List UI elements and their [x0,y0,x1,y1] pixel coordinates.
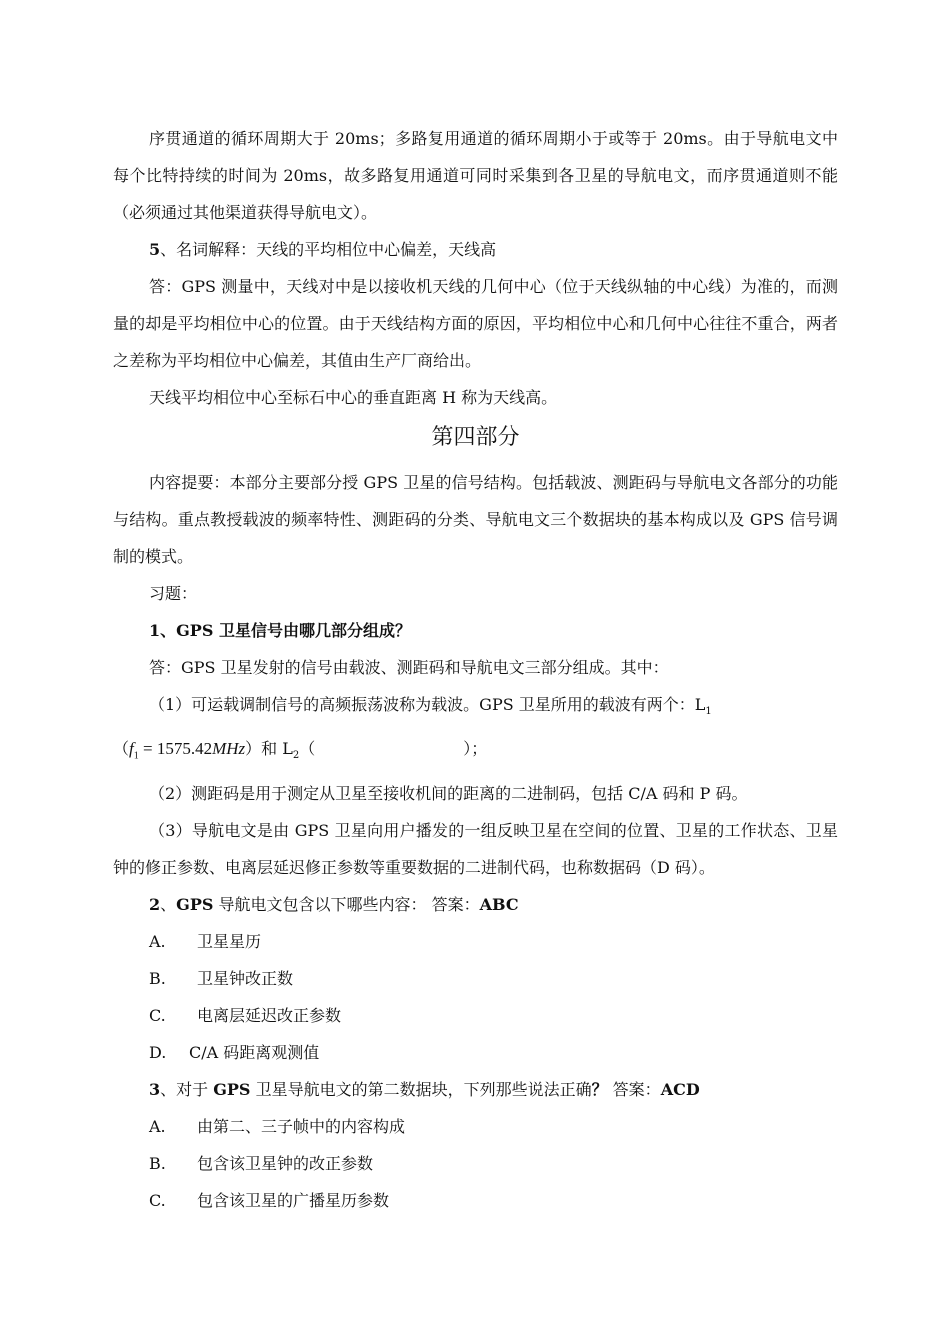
question-2-number: 2 [149,894,161,914]
option-text: 由第二、三子帧中的内容构成 [197,1116,406,1136]
l1-subscript: 1 [705,706,712,718]
question-1-text: 、GPS 卫星信号由哪几部分组成？ [160,621,411,640]
question-2-text-b: GPS [176,894,214,914]
question-5-text: 、名词解释：天线的平均相位中心偏差，天线高 [160,240,497,259]
option-letter: A. [149,1116,166,1136]
section-title: 第四部分 [431,425,520,450]
paragraph-channels: 序贯通道的循环周期大于 20ms；多路复用通道的循环周期小于或等于 20ms。由于导航电文中每个比特持续的时间为 20ms，故多路复用通道可同时采集到各卫星的导航电文，而序贯通道则不能（必须通过其他渠道获得导航电文）。 [113,129,838,222]
option-text: 包含该卫星的广播星历参数 [197,1190,390,1210]
question-3-options [113,1108,838,1219]
question-1-number: 1 [149,621,161,640]
option-item [113,923,838,960]
option-item [113,960,838,997]
question-1 [113,612,838,649]
answer-1-item-1-text: （1）可运载调制信号的高频振荡波称为载波。GPS 卫星所用的载波有两个：L [149,695,706,714]
option-item [113,997,838,1034]
question-2-text-a: 、 [160,894,177,914]
question-3-text-b: GPS [213,1079,251,1099]
question-5-number: 5 [149,240,161,259]
question-3-text-a: 、对于 [160,1079,214,1099]
option-letter: B. [149,1153,166,1173]
option-text: 卫星星历 [197,931,262,951]
l2-open-paren: （ [299,739,316,759]
exercises-label: 习题： [149,584,198,603]
question-3-qmark: ？ [591,1079,608,1099]
answer-5-paragraph-1: 答：GPS 测量中，天线对中是以接收机天线的几何中心（位于天线纵轴的中心线）为准的，而测量的却是平均相位中心的位置。由于天线结构方面的原因，平均相位中心和几何中心往往不重合，两者之差称为平均相位中心偏差，其值由生产厂商给出。 [113,277,838,370]
option-letter: B. [149,968,166,988]
formula-f: f [129,739,134,759]
frequency-formula-image [129,739,246,762]
question-2-answer: ABC [479,894,519,914]
question-3-number: 3 [149,1079,161,1099]
and-l2-text: ）和 L [245,739,293,759]
l2-subscript: 2 [292,750,300,762]
answer-1-intro: 答：GPS 卫星发射的信号由载波、测距码和导航电文三部分组成。其中： [149,658,669,677]
option-text: C/A 码距离观测值 [189,1042,320,1062]
close-paren: ）； [463,739,488,759]
answer-1-item-1-cont [113,730,838,774]
formula-value: = 1575.42 [138,739,213,759]
option-item [113,1108,838,1145]
option-item [113,1182,838,1219]
question-3-text-c: 卫星导航电文的第二数据块，下列那些说法正确 [250,1079,592,1099]
question-5 [113,231,838,268]
question-2-options [113,923,838,1071]
option-item [113,1145,838,1182]
answer-1-item-1 [113,686,838,730]
option-item [113,1034,838,1071]
question-3-answer: ACD [660,1079,700,1099]
option-letter: A. [149,931,166,951]
question-3-text-d: 答案： [607,1079,661,1099]
answer-5-paragraph-2: 天线平均相位中心至标石中心的垂直距离 H 称为天线高。 [149,388,558,407]
option-text: 电离层延迟改正参数 [197,1005,342,1025]
option-letter: C. [149,1190,166,1210]
option-text: 卫星钟改正数 [197,968,294,988]
option-text: 包含该卫星钟的改正参数 [197,1153,374,1173]
question-2 [113,886,838,923]
formula-subscript: 1 [133,750,139,762]
question-3 [113,1071,838,1108]
option-letter: C. [149,1005,166,1025]
open-paren: （ [113,739,130,759]
answer-1-item-2: （2）测距码是用于测定从卫星至接收机间的距离的二进制码，包括 C/A 码和 P 码。 [149,783,748,803]
question-2-text-c: 导航电文包含以下哪些内容： 答案： [213,894,480,914]
section-summary: 内容提要：本部分主要部分授 GPS 卫星的信号结构。包括载波、测距码与导航电文各部分的功能与结构。重点教授载波的频率特性、测距码的分类、导航电文三个数据块的基本构成以及 GPS 信号调制的模式。 [113,473,838,566]
formula-unit: MHz [212,739,246,759]
answer-1-item-3: （3）导航电文是由 GPS 卫星向用户播发的一组反映卫星在空间的位置、卫星的工作状态、卫星钟的修正参数、电离层延迟修正参数等重要数据的二进制代码，也称数据码（D 码）。 [113,820,838,877]
option-letter: D. [149,1042,167,1062]
